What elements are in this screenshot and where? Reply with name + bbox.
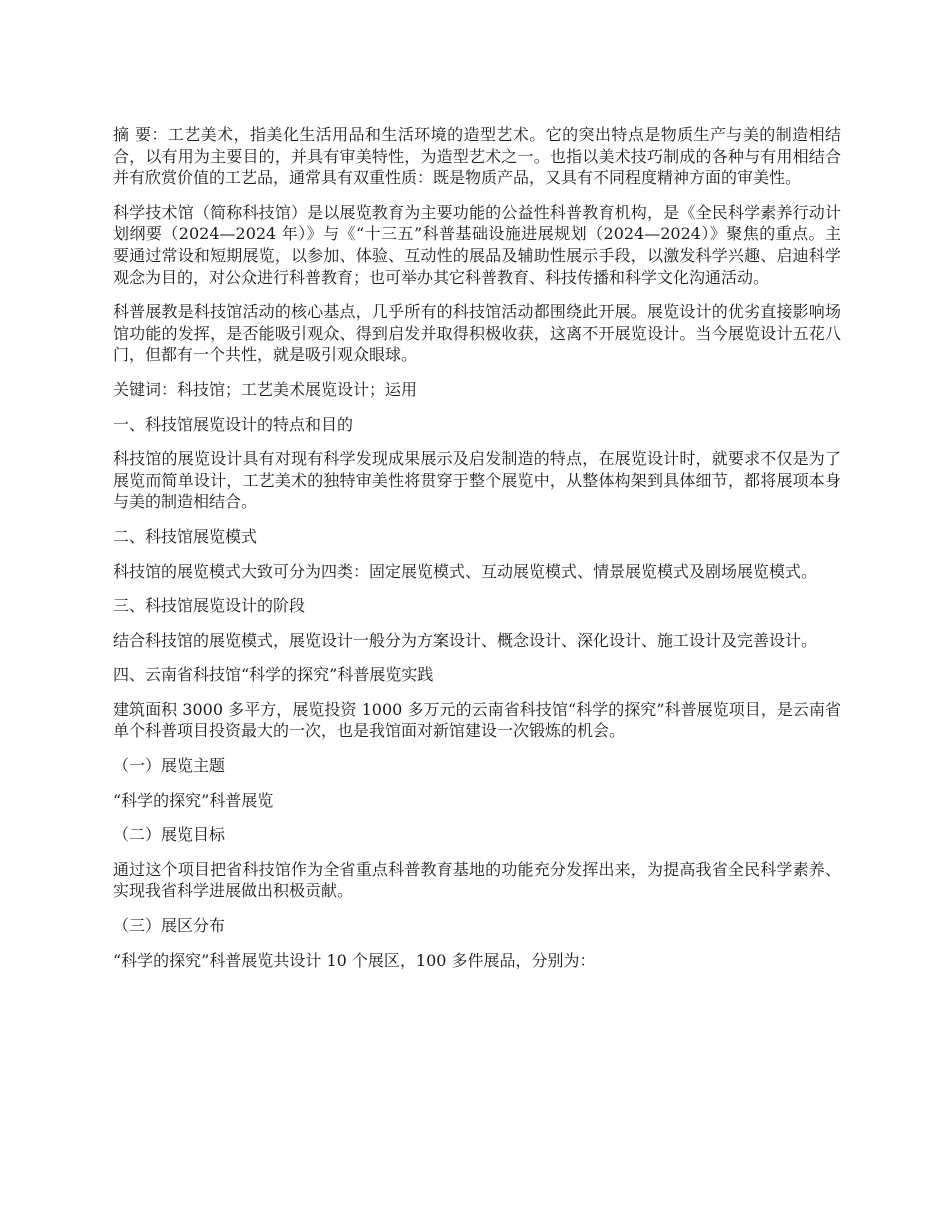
section-4-paragraph: 建筑面积 3000 多平方，展览投资 1000 多万元的云南省科技馆“科学的探究”科普展览项目，是云南省单个科普项目投资最大的一次，也是我馆面对新馆建设一次锻炼的机会。 xyxy=(113,699,841,741)
section-3-paragraph: 结合科技馆的展览模式，展览设计一般分为方案设计、概念设计、深化设计、施工设计及完善设计。 xyxy=(113,630,818,650)
section-2-heading: 二、科技馆展览模式 xyxy=(113,526,258,546)
subsection-3-heading: （三）展区分布 xyxy=(113,916,226,936)
intro-paragraph-1: 科学技术馆（简称科技馆）是以展览教育为主要功能的公益性科普教育机构，是《全民科学素养行动计划纲要（2024—2024 年）》与《“十三五”科普基础设施进展规划（2024—2024）》聚焦的重点。主要通过常设和短期展览，以参加、体验、互动性的展品及辅助性展示手段，以激发科学兴趣、启迪科学观念为目的，对公众进行科普教育；也可举办其它科普教育、科技传播和科学文化沟通活动。 xyxy=(113,202,841,287)
section-1-paragraph: 科技馆的展览设计具有对现有科学发现成果展示及启发制造的特点，在展览设计时，就要求不仅是为了展览而简单设计，工艺美术的独特审美性将贯穿于整个展览中，从整体构架到具体细节，都将展项本身与美的制造相结合。 xyxy=(113,449,841,512)
section-4-heading: 四、云南省科技馆“科学的探究”科普展览实践 xyxy=(113,665,434,685)
subsection-2-heading: （二）展览目标 xyxy=(113,825,226,845)
section-3-heading: 三、科技馆展览设计的阶段 xyxy=(113,596,306,616)
subsection-1-heading: （一）展览主题 xyxy=(113,756,226,776)
subsection-3-paragraph: “科学的探究”科普展览共设计 10 个展区，100 多件展品，分别为： xyxy=(113,950,596,970)
intro-paragraph-2: 科普展教是科技馆活动的核心基点，几乎所有的科技馆活动都围绕此开展。展览设计的优劣直接影响场馆功能的发挥，是否能吸引观众、得到启发并取得积极收获，这离不开展览设计。当今展览设计五花八门，但都有一个共性，就是吸引观众眼球。 xyxy=(113,302,841,365)
section-1-heading: 一、科技馆展览设计的特点和目的 xyxy=(113,414,354,434)
keywords-line: 关键词：科技馆；工艺美术展览设计；运用 xyxy=(113,379,418,399)
abstract-paragraph: 摘 要：工艺美术，指美化生活用品和生活环境的造型艺术。它的突出特点是物质生产与美的制造相结合，以有用为主要目的，并具有审美特性，为造型艺术之一。也指以美术技巧制成的各种与有用相结合并有欣赏价值的工艺品，通常具有双重性质：既是物质产品，又具有不同程度精神方面的审美性。 xyxy=(113,125,841,188)
document-page xyxy=(113,124,841,984)
subsection-1-paragraph: “科学的探究”科普展览 xyxy=(113,790,274,810)
subsection-2-paragraph: 通过这个项目把省科技馆作为全省重点科普教育基地的功能充分发挥出来，为提高我省全民科学素养、实现我省科学进展做出积极贡献。 xyxy=(113,859,841,901)
section-2-paragraph: 科技馆的展览模式大致可分为四类：固定展览模式、互动展览模式、情景展览模式及剧场展览模式。 xyxy=(113,561,818,581)
